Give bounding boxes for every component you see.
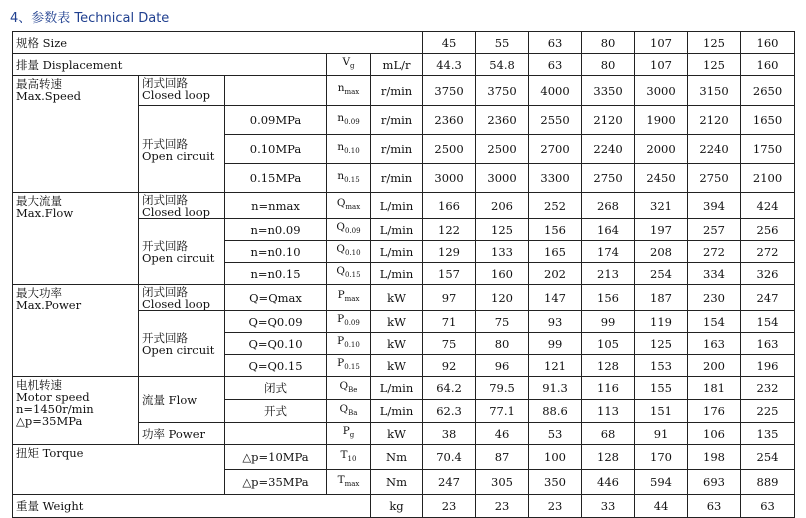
- condition-cell: n=nmax: [225, 193, 327, 219]
- value-cell: 4000: [529, 76, 582, 106]
- unit-cell: kW: [371, 333, 423, 355]
- value-cell: 63: [529, 54, 582, 76]
- size-header-cell: 55: [476, 32, 529, 54]
- value-cell: 2650: [741, 76, 795, 106]
- value-cell: 198: [688, 445, 741, 470]
- condition-cell: Q=Qmax: [225, 285, 327, 311]
- value-cell: 63: [688, 495, 741, 518]
- value-cell: 272: [688, 241, 741, 263]
- unit-cell: L/min: [371, 377, 423, 400]
- unit-cell: Nm: [371, 470, 423, 495]
- section-heading: 4、参数表 Technical Date: [10, 11, 170, 26]
- value-cell: 23: [529, 495, 582, 518]
- value-cell: 125: [688, 54, 741, 76]
- condition-cell: 0.10MPa: [225, 135, 327, 164]
- value-cell: 213: [582, 263, 635, 285]
- value-cell: 91: [635, 423, 688, 445]
- motor-power-label: 功率 Power: [139, 423, 225, 445]
- symbol-cell: [327, 311, 371, 333]
- flow-closed-loop-label: [139, 193, 225, 219]
- value-cell: 1900: [635, 106, 688, 135]
- value-cell: 693: [688, 470, 741, 495]
- value-cell: 75: [423, 333, 476, 355]
- unit-cell: mL/r: [371, 54, 423, 76]
- symbol-cell: [327, 445, 371, 470]
- unit-cell: L/min: [371, 263, 423, 285]
- symbol-cell: [327, 54, 371, 76]
- value-cell: 334: [688, 263, 741, 285]
- symbol-subscript: 0.10: [344, 147, 360, 156]
- size-header-cell: 80: [582, 32, 635, 54]
- value-cell: 181: [688, 377, 741, 400]
- speed-open-line-2: Open circuit: [142, 148, 215, 163]
- symbol-cell: [327, 219, 371, 241]
- flow-closed-line-1: 闭式回路: [142, 193, 188, 207]
- value-cell: 23: [476, 495, 529, 518]
- value-cell: 125: [635, 333, 688, 355]
- value-cell: 62.3: [423, 400, 476, 423]
- condition-cell: △p=10MPa: [225, 445, 327, 470]
- value-cell: 254: [741, 445, 795, 470]
- value-cell: 206: [476, 193, 529, 219]
- value-cell: 254: [635, 263, 688, 285]
- value-cell: 157: [423, 263, 476, 285]
- table-row: [13, 445, 795, 470]
- motor-speed-label: [13, 377, 139, 445]
- value-cell: 2750: [688, 164, 741, 193]
- symbol-main: Q: [336, 265, 345, 278]
- value-cell: 256: [741, 219, 795, 241]
- value-cell: 3350: [582, 76, 635, 106]
- value-cell: 63: [741, 495, 795, 518]
- flow-label-line-2: Max.Flow: [16, 206, 74, 220]
- flow-closed-line-2: Closed loop: [142, 205, 211, 219]
- power-closed-line-2: Closed loop: [142, 297, 211, 311]
- symbol-subscript: g: [350, 62, 355, 71]
- value-cell: 154: [741, 311, 795, 333]
- unit-cell: L/min: [371, 193, 423, 219]
- flow-open-line-2: Open circuit: [142, 251, 215, 265]
- value-cell: 77.1: [476, 400, 529, 423]
- value-cell: 2550: [529, 106, 582, 135]
- symbol-main: Q: [339, 402, 349, 415]
- table-row: [13, 76, 795, 106]
- value-cell: 156: [582, 285, 635, 311]
- value-cell: 2120: [582, 106, 635, 135]
- value-cell: 252: [529, 193, 582, 219]
- value-cell: 106: [688, 423, 741, 445]
- condition-cell: n=n0.15: [225, 263, 327, 285]
- value-cell: 135: [741, 423, 795, 445]
- symbol-cell: [327, 76, 371, 106]
- symbol-cell: [327, 241, 371, 263]
- value-cell: 2500: [476, 135, 529, 164]
- speed-closed-line-2: Closed loop: [142, 88, 211, 102]
- value-cell: 33: [582, 495, 635, 518]
- value-cell: 128: [582, 445, 635, 470]
- unit-cell: kW: [371, 285, 423, 311]
- symbol-cell: [327, 164, 371, 193]
- symbol-subscript: 0.15: [344, 363, 360, 372]
- speed-open-circuit-label: [139, 106, 225, 193]
- displacement-label: 排量 Displacement: [13, 54, 327, 76]
- symbol-subscript: 0.09: [344, 118, 360, 127]
- symbol-cell: [327, 285, 371, 311]
- value-cell: 99: [582, 311, 635, 333]
- value-cell: 247: [741, 285, 795, 311]
- symbol-main: P: [337, 313, 345, 326]
- flow-open-circuit-label: [139, 219, 225, 285]
- power-closed-line-1: 闭式回路: [142, 285, 188, 299]
- size-header-cell: 45: [423, 32, 476, 54]
- value-cell: 70.4: [423, 445, 476, 470]
- condition-cell: 闭式: [225, 377, 327, 400]
- value-cell: 2120: [688, 106, 741, 135]
- power-group-label: [13, 285, 139, 377]
- value-cell: 225: [741, 400, 795, 423]
- speed-open-line-1: 开式回路: [142, 136, 188, 151]
- value-cell: 54.8: [476, 54, 529, 76]
- value-cell: 64.2: [423, 377, 476, 400]
- size-header-cell: 125: [688, 32, 741, 54]
- motor-label-line-3: n=1450r/min: [16, 402, 94, 416]
- value-cell: 176: [688, 400, 741, 423]
- value-cell: 53: [529, 423, 582, 445]
- unit-cell: kW: [371, 423, 423, 445]
- value-cell: 129: [423, 241, 476, 263]
- flow-label-line-1: 最大流量: [16, 194, 62, 208]
- symbol-main: V: [342, 56, 351, 69]
- value-cell: 350: [529, 470, 582, 495]
- value-cell: 80: [476, 333, 529, 355]
- power-open-circuit-label: [139, 311, 225, 377]
- size-label: 规格 Size: [13, 32, 423, 54]
- value-cell: 321: [635, 193, 688, 219]
- value-cell: 93: [529, 311, 582, 333]
- size-header-cell: 160: [741, 32, 795, 54]
- symbol-main: Q: [339, 379, 349, 392]
- condition-cell: Q=Q0.10: [225, 333, 327, 355]
- symbol-cell: [327, 400, 371, 423]
- table-row: [13, 32, 795, 54]
- symbol-subscript: max: [345, 203, 361, 212]
- unit-cell: kW: [371, 311, 423, 333]
- symbol-cell: [327, 333, 371, 355]
- motor-label-line-2: Motor speed: [16, 390, 90, 404]
- symbol-main: T: [337, 473, 345, 486]
- value-cell: 23: [423, 495, 476, 518]
- value-cell: 166: [423, 193, 476, 219]
- value-cell: 121: [529, 355, 582, 377]
- flow-group-label: [13, 193, 139, 285]
- value-cell: 232: [741, 377, 795, 400]
- unit-cell: L/min: [371, 219, 423, 241]
- value-cell: 1750: [741, 135, 795, 164]
- speed-group-label: [13, 76, 139, 193]
- power-label-line-1: 最大功率: [16, 286, 62, 300]
- value-cell: 200: [688, 355, 741, 377]
- value-cell: 160: [741, 54, 795, 76]
- symbol-main: P: [342, 425, 350, 438]
- value-cell: 125: [476, 219, 529, 241]
- condition-cell: n=n0.09: [225, 219, 327, 241]
- value-cell: 91.3: [529, 377, 582, 400]
- value-cell: 97: [423, 285, 476, 311]
- value-cell: 133: [476, 241, 529, 263]
- value-cell: 424: [741, 193, 795, 219]
- value-cell: 2240: [582, 135, 635, 164]
- unit-cell: r/min: [371, 76, 423, 106]
- value-cell: 2360: [476, 106, 529, 135]
- motor-flow-label: 流量 Flow: [139, 377, 225, 423]
- torque-label: 扭矩 Torque: [13, 445, 225, 495]
- symbol-subscript: Be: [348, 386, 358, 395]
- technical-data-table: [12, 31, 795, 518]
- value-cell: 88.6: [529, 400, 582, 423]
- symbol-cell: [327, 193, 371, 219]
- symbol-cell: [327, 377, 371, 400]
- symbol-subscript: 0.09: [345, 227, 361, 236]
- value-cell: 272: [741, 241, 795, 263]
- symbol-main: n: [337, 82, 345, 95]
- value-cell: 156: [529, 219, 582, 241]
- value-cell: 174: [582, 241, 635, 263]
- table-row: [13, 495, 795, 518]
- value-cell: 105: [582, 333, 635, 355]
- condition-cell: n=n0.10: [225, 241, 327, 263]
- power-open-line-1: 开式回路: [142, 331, 188, 345]
- value-cell: 247: [423, 470, 476, 495]
- value-cell: 3000: [423, 164, 476, 193]
- value-cell: 187: [635, 285, 688, 311]
- value-cell: 122: [423, 219, 476, 241]
- value-cell: 3750: [476, 76, 529, 106]
- symbol-subscript: 10: [347, 455, 357, 464]
- unit-cell: r/min: [371, 106, 423, 135]
- value-cell: 107: [635, 54, 688, 76]
- value-cell: 87: [476, 445, 529, 470]
- value-cell: 2700: [529, 135, 582, 164]
- symbol-subscript: 0.10: [344, 341, 360, 350]
- symbol-cell: [327, 263, 371, 285]
- symbol-subscript: max: [344, 88, 360, 97]
- condition-cell: [225, 76, 327, 106]
- value-cell: 113: [582, 400, 635, 423]
- value-cell: 154: [688, 311, 741, 333]
- symbol-cell: [327, 135, 371, 164]
- flow-open-line-1: 开式回路: [142, 239, 188, 253]
- table-row: [13, 377, 795, 400]
- value-cell: 889: [741, 470, 795, 495]
- value-cell: 305: [476, 470, 529, 495]
- value-cell: 160: [476, 263, 529, 285]
- condition-cell: [225, 423, 327, 445]
- speed-label-line-2: Max.Speed: [16, 89, 81, 103]
- value-cell: 326: [741, 263, 795, 285]
- table-row: [13, 193, 795, 219]
- value-cell: 163: [688, 333, 741, 355]
- symbol-subscript: max: [344, 480, 360, 489]
- value-cell: 394: [688, 193, 741, 219]
- value-cell: 147: [529, 285, 582, 311]
- value-cell: 75: [476, 311, 529, 333]
- value-cell: 202: [529, 263, 582, 285]
- value-cell: 99: [529, 333, 582, 355]
- condition-cell: 0.15MPa: [225, 164, 327, 193]
- size-header-cell: 107: [635, 32, 688, 54]
- value-cell: 257: [688, 219, 741, 241]
- value-cell: 120: [476, 285, 529, 311]
- value-cell: 119: [635, 311, 688, 333]
- symbol-main: P: [337, 335, 345, 348]
- symbol-cell: [327, 423, 371, 445]
- condition-cell: Q=Q0.15: [225, 355, 327, 377]
- symbol-main: T: [340, 448, 348, 461]
- unit-cell: kW: [371, 355, 423, 377]
- value-cell: 2100: [741, 164, 795, 193]
- symbol-cell: [327, 470, 371, 495]
- value-cell: 3000: [635, 76, 688, 106]
- table-row: [13, 285, 795, 311]
- value-cell: 79.5: [476, 377, 529, 400]
- value-cell: 2500: [423, 135, 476, 164]
- value-cell: 208: [635, 241, 688, 263]
- symbol-cell: [327, 106, 371, 135]
- speed-closed-line-1: 闭式回路: [142, 76, 188, 90]
- value-cell: 196: [741, 355, 795, 377]
- table-row: [13, 54, 795, 76]
- condition-cell: Q=Q0.09: [225, 311, 327, 333]
- value-cell: 230: [688, 285, 741, 311]
- value-cell: 164: [582, 219, 635, 241]
- condition-cell: 开式: [225, 400, 327, 423]
- condition-cell: 0.09MPa: [225, 106, 327, 135]
- value-cell: 170: [635, 445, 688, 470]
- symbol-main: Q: [336, 221, 345, 234]
- value-cell: 44.3: [423, 54, 476, 76]
- power-closed-loop-label: [139, 285, 225, 311]
- value-cell: 96: [476, 355, 529, 377]
- symbol-main: n: [337, 140, 345, 153]
- symbol-subscript: 0.09: [344, 319, 360, 328]
- value-cell: 3300: [529, 164, 582, 193]
- value-cell: 116: [582, 377, 635, 400]
- condition-cell: △p=35MPa: [225, 470, 327, 495]
- symbol-main: P: [337, 357, 345, 370]
- value-cell: 44: [635, 495, 688, 518]
- symbol-subscript: 0.10: [345, 249, 361, 258]
- motor-label-line-1: 电机转速: [16, 378, 62, 392]
- symbol-main: n: [337, 169, 345, 182]
- value-cell: 268: [582, 193, 635, 219]
- size-header-cell: 63: [529, 32, 582, 54]
- power-label-line-2: Max.Power: [16, 298, 82, 312]
- value-cell: 128: [582, 355, 635, 377]
- value-cell: 594: [635, 470, 688, 495]
- unit-cell: r/min: [371, 164, 423, 193]
- symbol-main: Q: [336, 243, 345, 256]
- speed-closed-loop-label: [139, 76, 225, 106]
- symbol-cell: [327, 355, 371, 377]
- value-cell: 197: [635, 219, 688, 241]
- value-cell: 155: [635, 377, 688, 400]
- motor-label-line-4: △p=35MPa: [16, 414, 83, 428]
- power-open-line-2: Open circuit: [142, 343, 215, 357]
- symbol-main: n: [337, 111, 345, 124]
- value-cell: 163: [741, 333, 795, 355]
- value-cell: 92: [423, 355, 476, 377]
- value-cell: 151: [635, 400, 688, 423]
- value-cell: 3150: [688, 76, 741, 106]
- symbol-subscript: 0.15: [345, 271, 361, 280]
- speed-label-line-1: 最高转速: [16, 77, 62, 91]
- symbol-subscript: g: [349, 431, 355, 440]
- value-cell: 100: [529, 445, 582, 470]
- unit-cell: L/min: [371, 400, 423, 423]
- value-cell: 446: [582, 470, 635, 495]
- value-cell: 68: [582, 423, 635, 445]
- value-cell: 46: [476, 423, 529, 445]
- value-cell: 2360: [423, 106, 476, 135]
- unit-cell: L/min: [371, 241, 423, 263]
- value-cell: 80: [582, 54, 635, 76]
- value-cell: 2240: [688, 135, 741, 164]
- value-cell: 71: [423, 311, 476, 333]
- value-cell: 153: [635, 355, 688, 377]
- unit-cell: r/min: [371, 135, 423, 164]
- unit-cell: Nm: [371, 445, 423, 470]
- symbol-main: P: [337, 289, 345, 302]
- value-cell: 3000: [476, 164, 529, 193]
- value-cell: 2000: [635, 135, 688, 164]
- value-cell: 3750: [423, 76, 476, 106]
- symbol-subscript: max: [344, 295, 360, 304]
- symbol-subscript: 0.15: [344, 176, 360, 185]
- symbol-subscript: Ba: [348, 409, 358, 418]
- unit-cell: kg: [371, 495, 423, 518]
- symbol-main: Q: [336, 197, 346, 210]
- value-cell: 2450: [635, 164, 688, 193]
- value-cell: 165: [529, 241, 582, 263]
- value-cell: 38: [423, 423, 476, 445]
- value-cell: 1650: [741, 106, 795, 135]
- value-cell: 2750: [582, 164, 635, 193]
- weight-label: 重量 Weight: [13, 495, 371, 518]
